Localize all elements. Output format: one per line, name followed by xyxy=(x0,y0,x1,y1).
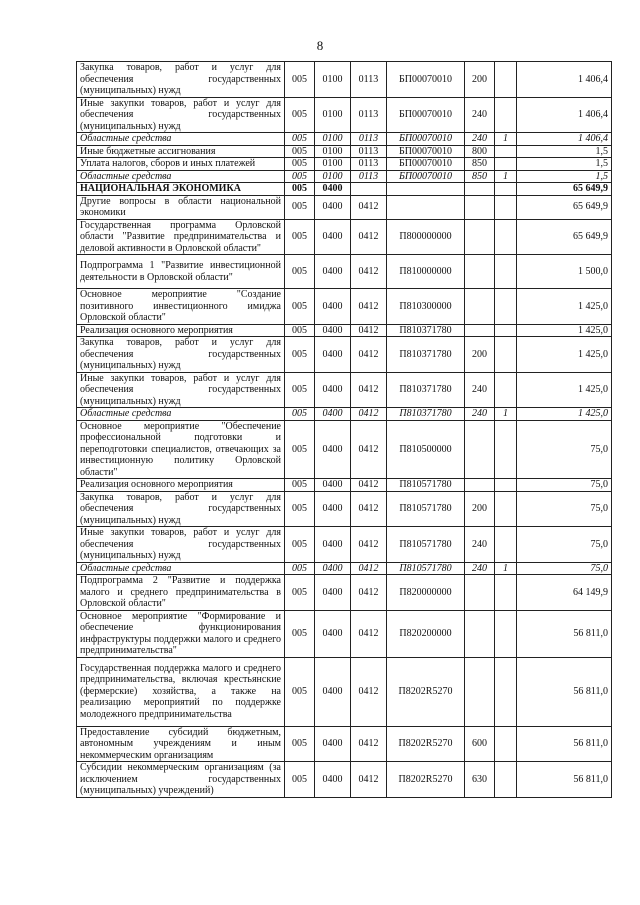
row-section: 0400 xyxy=(315,657,351,726)
row-source xyxy=(495,726,517,762)
row-amount: 75,0 xyxy=(517,420,612,479)
row-name: Областные средства xyxy=(77,408,285,421)
row-expense-type: 850 xyxy=(465,158,495,171)
row-subsection: 0412 xyxy=(351,324,387,337)
row-article xyxy=(387,183,465,196)
row-expense-type xyxy=(465,183,495,196)
row-article: П810000000 xyxy=(387,255,465,289)
table-row xyxy=(77,324,612,337)
row-subsection: 0412 xyxy=(351,289,387,325)
row-expense-type: 850 xyxy=(465,170,495,183)
row-expense-type: 200 xyxy=(465,337,495,373)
row-subsection: 0113 xyxy=(351,97,387,133)
row-section: 0400 xyxy=(315,219,351,255)
row-expense-type xyxy=(465,610,495,657)
row-source xyxy=(495,183,517,196)
row-name: Областные средства xyxy=(77,133,285,146)
row-code: 005 xyxy=(285,657,315,726)
row-name: Областные средства xyxy=(77,170,285,183)
row-code: 005 xyxy=(285,62,315,98)
row-section: 0400 xyxy=(315,408,351,421)
row-source xyxy=(495,195,517,219)
table-row xyxy=(77,408,612,421)
table-row xyxy=(77,133,612,146)
row-source xyxy=(495,289,517,325)
table-row xyxy=(77,491,612,527)
row-amount: 1 425,0 xyxy=(517,372,612,408)
row-code: 005 xyxy=(285,408,315,421)
row-code: 005 xyxy=(285,562,315,575)
row-source xyxy=(495,219,517,255)
row-article: П8202R5270 xyxy=(387,762,465,798)
row-amount: 1 425,0 xyxy=(517,408,612,421)
row-source xyxy=(495,610,517,657)
row-expense-type: 200 xyxy=(465,62,495,98)
row-source xyxy=(495,97,517,133)
row-section: 0400 xyxy=(315,726,351,762)
row-subsection: 0412 xyxy=(351,255,387,289)
row-code: 005 xyxy=(285,170,315,183)
row-expense-type xyxy=(465,195,495,219)
row-source xyxy=(495,158,517,171)
row-source xyxy=(495,420,517,479)
budget-table-body xyxy=(77,62,612,798)
row-source: 1 xyxy=(495,562,517,575)
row-code: 005 xyxy=(285,491,315,527)
row-expense-type xyxy=(465,657,495,726)
row-name: Государственная программа Орловской области "Развитие предпринимательства и деловой активности в Орловской области" xyxy=(77,219,285,255)
row-expense-type: 200 xyxy=(465,491,495,527)
row-section: 0400 xyxy=(315,491,351,527)
row-section: 0400 xyxy=(315,337,351,373)
row-amount: 1 425,0 xyxy=(517,324,612,337)
table-row xyxy=(77,726,612,762)
row-section: 0400 xyxy=(315,762,351,798)
row-subsection: 0412 xyxy=(351,479,387,492)
row-code: 005 xyxy=(285,575,315,611)
row-article: БП00070010 xyxy=(387,145,465,158)
row-source xyxy=(495,491,517,527)
row-section: 0400 xyxy=(315,372,351,408)
table-row xyxy=(77,97,612,133)
row-source xyxy=(495,657,517,726)
row-source xyxy=(495,62,517,98)
row-subsection: 0412 xyxy=(351,219,387,255)
table-row xyxy=(77,145,612,158)
row-subsection: 0113 xyxy=(351,145,387,158)
row-code: 005 xyxy=(285,97,315,133)
table-row xyxy=(77,219,612,255)
row-subsection: 0412 xyxy=(351,420,387,479)
row-expense-type: 240 xyxy=(465,133,495,146)
row-section: 0100 xyxy=(315,170,351,183)
table-row xyxy=(77,575,612,611)
row-subsection: 0412 xyxy=(351,195,387,219)
row-amount: 64 149,9 xyxy=(517,575,612,611)
row-article: П810571780 xyxy=(387,491,465,527)
row-name: Основное мероприятие "Обеспечение профессиональной подготовки и переподготовки специалистов, отвечающих за инвестиционную политику Орловской области" xyxy=(77,420,285,479)
row-subsection: 0412 xyxy=(351,762,387,798)
row-name: Иные бюджетные ассигнования xyxy=(77,145,285,158)
row-amount: 56 811,0 xyxy=(517,610,612,657)
table-row xyxy=(77,420,612,479)
row-expense-type xyxy=(465,289,495,325)
row-code: 005 xyxy=(285,195,315,219)
row-expense-type: 240 xyxy=(465,97,495,133)
row-amount: 1 406,4 xyxy=(517,62,612,98)
table-row xyxy=(77,62,612,98)
row-expense-type xyxy=(465,479,495,492)
row-name: Уплата налогов, сборов и иных платежей xyxy=(77,158,285,171)
row-section: 0400 xyxy=(315,324,351,337)
row-amount: 75,0 xyxy=(517,562,612,575)
row-name: Иные закупки товаров, работ и услуг для обеспечения государственных (муниципальных) нужд xyxy=(77,527,285,563)
budget-table xyxy=(76,61,612,798)
row-section: 0400 xyxy=(315,289,351,325)
row-article: БП00070010 xyxy=(387,62,465,98)
row-expense-type xyxy=(465,219,495,255)
row-expense-type xyxy=(465,255,495,289)
row-amount: 1,5 xyxy=(517,170,612,183)
row-subsection: 0412 xyxy=(351,527,387,563)
row-code: 005 xyxy=(285,289,315,325)
row-source xyxy=(495,324,517,337)
row-code: 005 xyxy=(285,527,315,563)
row-name: Основное мероприятие "Создание позитивного инвестиционного имиджа Орловской области" xyxy=(77,289,285,325)
row-amount: 1 406,4 xyxy=(517,133,612,146)
row-section: 0400 xyxy=(315,420,351,479)
table-row xyxy=(77,762,612,798)
row-article: П820200000 xyxy=(387,610,465,657)
row-amount: 1,5 xyxy=(517,158,612,171)
row-subsection: 0412 xyxy=(351,610,387,657)
row-code: 005 xyxy=(285,420,315,479)
table-row xyxy=(77,289,612,325)
row-section: 0100 xyxy=(315,133,351,146)
row-amount: 75,0 xyxy=(517,479,612,492)
row-article: П810371780 xyxy=(387,372,465,408)
row-article: П810371780 xyxy=(387,408,465,421)
table-row xyxy=(77,255,612,289)
row-article: П8202R5270 xyxy=(387,726,465,762)
row-article: П810300000 xyxy=(387,289,465,325)
row-amount: 75,0 xyxy=(517,491,612,527)
row-name: Предоставление субсидий бюджетным, автономным учреждениям и иным некоммерческим организациям xyxy=(77,726,285,762)
page-number: 8 xyxy=(316,38,324,53)
table-row xyxy=(77,562,612,575)
row-code: 005 xyxy=(285,726,315,762)
row-expense-type: 240 xyxy=(465,372,495,408)
table-row xyxy=(77,372,612,408)
table-row xyxy=(77,657,612,726)
row-name: Другие вопросы в области национальной экономики xyxy=(77,195,285,219)
row-subsection: 0412 xyxy=(351,657,387,726)
row-subsection: 0412 xyxy=(351,372,387,408)
row-name: Закупка товаров, работ и услуг для обеспечения государственных (муниципальных) нужд xyxy=(77,491,285,527)
row-article: БП00070010 xyxy=(387,158,465,171)
row-name: Государственная поддержка малого и среднего предпринимательства, включая крестьянские (фермерские) хозяйства, а также на реализацию мероприятий по поддержке молодежного предпринимательства xyxy=(77,657,285,726)
row-subsection: 0412 xyxy=(351,562,387,575)
row-article: П810500000 xyxy=(387,420,465,479)
row-expense-type: 800 xyxy=(465,145,495,158)
row-source xyxy=(495,762,517,798)
row-section: 0100 xyxy=(315,97,351,133)
row-subsection: 0113 xyxy=(351,158,387,171)
row-name: Реализация основного мероприятия xyxy=(77,479,285,492)
row-expense-type xyxy=(465,324,495,337)
row-article: П810571780 xyxy=(387,479,465,492)
row-article: П810571780 xyxy=(387,562,465,575)
row-amount: 65 649,9 xyxy=(517,219,612,255)
row-code: 005 xyxy=(285,337,315,373)
row-subsection: 0412 xyxy=(351,408,387,421)
row-amount: 75,0 xyxy=(517,527,612,563)
row-code: 005 xyxy=(285,372,315,408)
row-source xyxy=(495,255,517,289)
row-name: Подпрограмма 1 "Развитие инвестиционной деятельности в Орловской области" xyxy=(77,255,285,289)
row-source xyxy=(495,145,517,158)
row-amount: 1 500,0 xyxy=(517,255,612,289)
table-row xyxy=(77,158,612,171)
row-expense-type xyxy=(465,420,495,479)
table-row xyxy=(77,195,612,219)
table-row xyxy=(77,479,612,492)
row-section: 0400 xyxy=(315,575,351,611)
row-section: 0100 xyxy=(315,145,351,158)
row-article: П810571780 xyxy=(387,527,465,563)
row-amount: 56 811,0 xyxy=(517,762,612,798)
row-name: Иные закупки товаров, работ и услуг для обеспечения государственных (муниципальных) нужд xyxy=(77,372,285,408)
row-article: БП00070010 xyxy=(387,170,465,183)
row-expense-type xyxy=(465,575,495,611)
row-name: Закупка товаров, работ и услуг для обеспечения государственных (муниципальных) нужд xyxy=(77,337,285,373)
row-source: 1 xyxy=(495,133,517,146)
row-code: 005 xyxy=(285,158,315,171)
table-row xyxy=(77,170,612,183)
row-amount: 65 649,9 xyxy=(517,183,612,196)
row-name: Закупка товаров, работ и услуг для обеспечения государственных (муниципальных) нужд xyxy=(77,62,285,98)
row-code: 005 xyxy=(285,255,315,289)
row-subsection: 0412 xyxy=(351,491,387,527)
row-subsection: 0113 xyxy=(351,170,387,183)
row-article: П800000000 xyxy=(387,219,465,255)
row-source xyxy=(495,372,517,408)
row-name: НАЦИОНАЛЬНАЯ ЭКОНОМИКА xyxy=(77,183,285,196)
row-amount: 65 649,9 xyxy=(517,195,612,219)
table-row xyxy=(77,337,612,373)
table-row xyxy=(77,183,612,196)
row-section: 0400 xyxy=(315,255,351,289)
row-code: 005 xyxy=(285,479,315,492)
row-article: П810371780 xyxy=(387,337,465,373)
row-name: Реализация основного мероприятия xyxy=(77,324,285,337)
row-article: П820000000 xyxy=(387,575,465,611)
row-subsection: 0412 xyxy=(351,337,387,373)
row-section: 0100 xyxy=(315,158,351,171)
row-code: 005 xyxy=(285,145,315,158)
row-name: Основное мероприятие "Формирование и обеспечение функционирования инфраструктуры поддержки малого и среднего предпринимательства" xyxy=(77,610,285,657)
row-source xyxy=(495,479,517,492)
row-subsection: 0412 xyxy=(351,726,387,762)
row-expense-type: 240 xyxy=(465,562,495,575)
row-code: 005 xyxy=(285,219,315,255)
row-expense-type: 600 xyxy=(465,726,495,762)
row-subsection: 0113 xyxy=(351,62,387,98)
row-code: 005 xyxy=(285,324,315,337)
row-section: 0400 xyxy=(315,610,351,657)
row-subsection: 0412 xyxy=(351,575,387,611)
row-code: 005 xyxy=(285,610,315,657)
row-source: 1 xyxy=(495,408,517,421)
row-expense-type: 630 xyxy=(465,762,495,798)
table-row xyxy=(77,527,612,563)
row-section: 0400 xyxy=(315,479,351,492)
row-section: 0400 xyxy=(315,562,351,575)
row-name: Иные закупки товаров, работ и услуг для обеспечения государственных (муниципальных) нужд xyxy=(77,97,285,133)
row-name: Областные средства xyxy=(77,562,285,575)
row-section: 0400 xyxy=(315,183,351,196)
row-code: 005 xyxy=(285,133,315,146)
row-name: Субсидии некоммерческим организациям (за исключением государственных (муниципальных) учреждений) xyxy=(77,762,285,798)
row-amount: 56 811,0 xyxy=(517,657,612,726)
row-code: 005 xyxy=(285,762,315,798)
table-row xyxy=(77,610,612,657)
row-code: 005 xyxy=(285,183,315,196)
row-expense-type: 240 xyxy=(465,527,495,563)
row-section: 0400 xyxy=(315,527,351,563)
row-article: П810371780 xyxy=(387,324,465,337)
row-amount: 1,5 xyxy=(517,145,612,158)
row-source xyxy=(495,337,517,373)
row-article: БП00070010 xyxy=(387,97,465,133)
row-amount: 1 425,0 xyxy=(517,337,612,373)
row-source: 1 xyxy=(495,170,517,183)
row-section: 0400 xyxy=(315,195,351,219)
row-subsection xyxy=(351,183,387,196)
row-section: 0100 xyxy=(315,62,351,98)
row-source xyxy=(495,575,517,611)
row-subsection: 0113 xyxy=(351,133,387,146)
row-source xyxy=(495,527,517,563)
row-amount: 1 425,0 xyxy=(517,289,612,325)
row-name: Подпрограмма 2 "Развитие и поддержка малого и среднего предпринимательства в Орловской области" xyxy=(77,575,285,611)
row-article xyxy=(387,195,465,219)
row-article: П8202R5270 xyxy=(387,657,465,726)
row-article: БП00070010 xyxy=(387,133,465,146)
row-expense-type: 240 xyxy=(465,408,495,421)
row-amount: 1 406,4 xyxy=(517,97,612,133)
row-amount: 56 811,0 xyxy=(517,726,612,762)
